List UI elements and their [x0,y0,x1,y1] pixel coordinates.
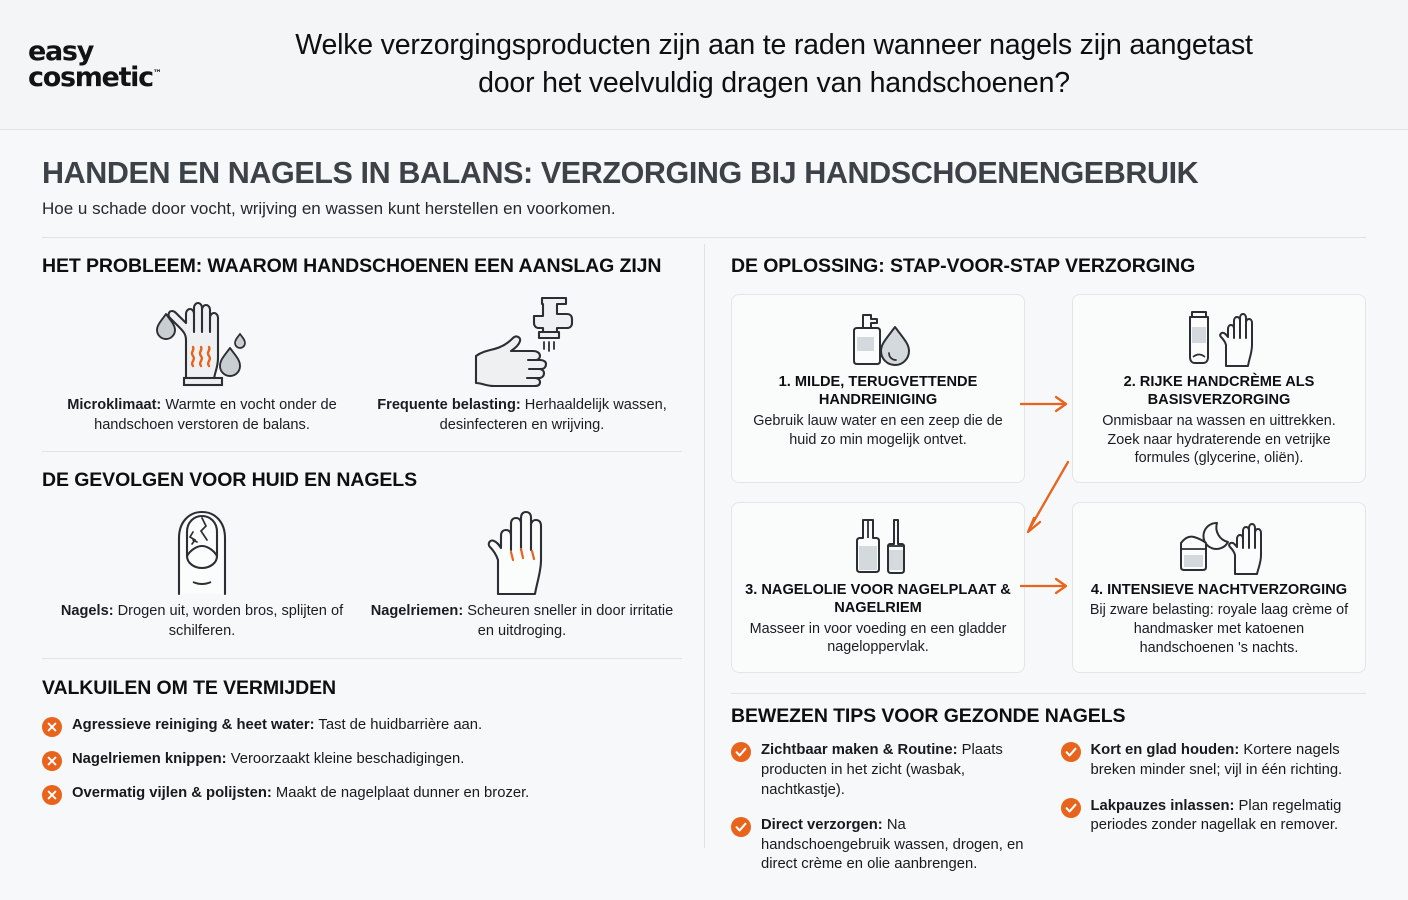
tip-label: Lakpauzes inlassen: [1090,797,1235,814]
tips-columns [731,741,1366,887]
left-column [42,238,704,858]
title-block [0,130,1408,219]
problem-item-caption [50,396,354,435]
night-cream-moon-icon [1085,515,1353,579]
consequences-item-caption [50,602,354,641]
solution-section [731,238,1366,672]
steps-row-bottom [731,502,1366,673]
step-body: Bij zware belasting: royale laag crème of handmasker met katoenen handschoenen 's nachts. [1089,602,1349,656]
tips-heading: BEWEZEN TIPS VOOR GEZONDE NAGELS [731,704,1126,727]
step-card-2[interactable] [1072,294,1366,483]
brand-logo[interactable] [0,36,270,93]
tips-section [731,704,1366,888]
tip-label: Direct verzorgen: [761,817,883,834]
pitfall-text [72,716,482,736]
pitfalls-section [42,659,682,805]
problem-item-microklimaat [42,286,362,435]
list-item [1061,741,1367,780]
step-title: 4. INTENSIEVE NACHTVERZORGING [1090,581,1348,598]
pitfall-detail: Veroorzaakt kleine beschadigingen. [226,750,465,767]
consequences-items [42,500,682,641]
problem-item-caption [370,396,674,435]
steps-grid [731,294,1366,672]
consequences-item-caption [370,602,674,641]
handwashing-tap-icon [370,286,674,394]
page-title: HANDEN EN NAGELS IN BALANS: VERZORGING BIJ HANDSCHOENENGEBRUIK [42,156,1199,190]
tip-detail: Plaats producten in het zicht (wasbak, nachtkastje). [761,742,1003,798]
pitfall-text [72,784,529,804]
pitfall-detail: Maakt de nagelplaat dunner en brozer. [271,784,530,801]
pitfall-text [72,750,464,770]
cracked-nail-icon [50,500,354,600]
tip-text [761,816,1037,875]
logo-text [28,36,270,93]
list-item [42,716,682,737]
tip-label: Kort en glad houden: [1090,742,1240,759]
header-question: Welke verzorgingsproducten zijn aan te raden wanneer nagels zijn aangetast door het veelvuldig dragen van handschoenen? [295,28,1253,99]
logo-line-2: cosmetic™ [28,61,162,93]
step-card-4[interactable] [1072,502,1366,673]
page-header [0,0,1408,130]
consequences-item-label: Nagels: [60,603,114,620]
step-title: 3. NAGELOLIE VOOR NAGELPLAAT & NAGELRIEM [745,581,1011,617]
problem-heading: HET PROBLEEM: WAAROM HANDSCHOENEN EEN AANSLAG ZIJN [42,255,662,278]
steps-row-top [731,294,1366,483]
pitfall-label: Overmatig vijlen & polijsten: [72,784,272,801]
consequences-item-nagelriemen [362,500,682,641]
problem-item-text: Warmte en vocht onder de handschoen verstoren de balans. [94,397,337,433]
content-columns [0,238,1408,873]
consequences-item-nagels [42,500,362,641]
problem-items [42,286,682,435]
problem-item-text: Herhaaldelijk wassen, desinfecteren en wrijving. [439,397,667,433]
right-column [705,238,1366,873]
cross-circle-icon [42,751,62,771]
step-title: 1. MILDE, TERUGVETTENDE HANDREINIGING [778,374,978,409]
consequences-item-label: Nagelriemen: [370,603,464,620]
problem-item-label: Frequente belasting: [377,397,521,414]
consequences-item-text: Drogen uit, worden bros, splijten of schilferen. [113,603,344,640]
tip-detail: Na handschoengebruik wassen, drogen, en direct crème en olie aanbrengen. [761,817,1024,873]
list-item [1061,797,1367,836]
pitfall-label: Agressieve reiniging & heet water: [72,716,315,733]
pitfall-label: Nagelriemen knippen: [72,750,227,767]
tip-detail: Kortere nagels breken minder snel; vijl in één richting. [1090,742,1343,778]
problem-item-frequente-belasting [362,286,682,435]
tip-text [761,741,1037,800]
problem-section [42,238,682,435]
tip-detail: Plan regelmatig periodes zonder nagellak en remover. [1090,797,1342,834]
page-subtitle: Hoe u schade door vocht, wrijving en wassen kunt herstellen en voorkomen. [42,199,616,219]
check-circle-icon [731,742,751,762]
list-item [42,750,682,771]
step-card-1[interactable] [731,294,1025,483]
consequences-section [42,452,682,641]
list-item [42,784,682,805]
step-body: Onmisbaar na wassen en uittrekken. Zoek naar hydraterende en vetrijke formules (glycerine, oliën). [1102,412,1336,467]
check-circle-icon [1061,742,1081,762]
tip-text [1091,797,1367,836]
check-circle-icon [731,817,751,837]
cross-circle-icon [42,717,62,737]
hand-cream-tube-icon [1085,307,1353,371]
consequences-item-text: Scheuren sneller in door irritatie en uitdroging. [463,603,674,640]
check-circle-icon [1061,798,1081,818]
list-item [731,816,1037,875]
soap-dispenser-icon [744,307,1012,371]
nail-oil-bottle-icon [744,515,1012,579]
pitfalls-heading: VALKUILEN OM TE VERMIJDEN [42,676,336,699]
tips-column-right [1061,741,1367,887]
logo-line-1: easy [28,36,94,68]
hand-cuticles-icon [370,500,674,600]
consequences-heading: DE GEVOLGEN VOOR HUID EN NAGELS [42,469,418,492]
step-card-3[interactable] [731,502,1025,673]
solution-heading: DE OPLOSSING: STAP-VOOR-STAP VERZORGING [731,255,1196,278]
tip-text [1091,741,1367,780]
list-item [731,741,1037,800]
tip-label: Zichtbaar maken & Routine: [761,742,958,759]
step-body: Masseer in voor voeding en een gladder nageloppervlak. [749,620,1007,656]
pitfall-detail: Tast de huidbarrière aan. [314,716,483,733]
problem-item-label: Microklimaat: [67,397,162,414]
step-body: Gebruik lauw water en een zeep die de huid zo min mogelijk ontvet. [753,412,1003,448]
pitfalls-list [42,716,682,805]
cross-circle-icon [42,785,62,805]
step-title: 2. RIJKE HANDCRÈME ALS BASISVERZORGING [1123,374,1315,409]
trademark-symbol: ™ [152,68,162,79]
right-section-divider [731,693,1366,694]
glove-heat-moisture-icon [50,286,354,394]
tips-column-left [731,741,1037,887]
